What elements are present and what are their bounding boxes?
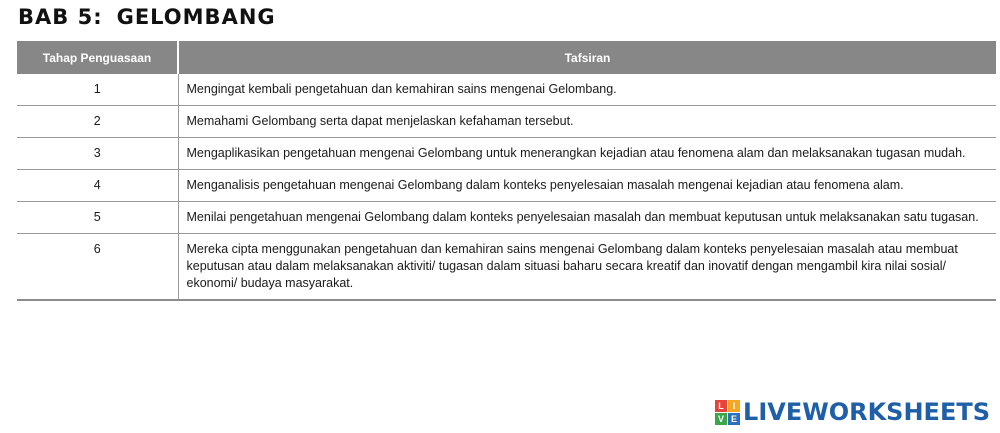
liveworksheets-text: LIVEWORKSHEETS bbox=[743, 398, 990, 426]
level-cell: 4 bbox=[17, 170, 178, 202]
column-header-level: Tahap Penguasaan bbox=[17, 41, 178, 74]
interpretation-cell: Mereka cipta menggunakan pengetahuan dan kemahiran sains mengenai Gelombang dalam konteks penyelesaian masalah atau membuat keputusan atau dalam melaksanakan aktiviti/ tugasan dalam situasi baharu secara kreatif dan inovatif dengan mengambil kira nilai sosial/ ekonomi/ budaya masyarakat. bbox=[178, 234, 996, 301]
level-cell: 1 bbox=[17, 74, 178, 106]
table-row bbox=[17, 74, 996, 106]
liveworksheets-watermark bbox=[715, 397, 990, 427]
interpretation-cell: Menganalisis pengetahuan mengenai Gelombang dalam konteks penyelesaian masalah mengenai kejadian atau fenomena alam. bbox=[178, 170, 996, 202]
interpretation-cell: Memahami Gelombang serta dapat menjelaskan kefahaman tersebut. bbox=[178, 106, 996, 138]
interpretation-cell: Mengaplikasikan pengetahuan mengenai Gelombang untuk menerangkan kejadian atau fenomena alam dan melaksanakan tugasan mudah. bbox=[178, 138, 996, 170]
column-header-interpretation: Tafsiran bbox=[178, 41, 996, 74]
level-cell: 6 bbox=[17, 234, 178, 301]
level-cell: 2 bbox=[17, 106, 178, 138]
table-row bbox=[17, 170, 996, 202]
table-row bbox=[17, 202, 996, 234]
table-row bbox=[17, 106, 996, 138]
level-cell: 3 bbox=[17, 138, 178, 170]
table-header-row bbox=[17, 41, 996, 74]
page-title bbox=[18, 5, 276, 29]
interpretation-cell: Menilai pengetahuan mengenai Gelombang dalam konteks penyelesaian masalah dan membuat keputusan untuk melaksanakan satu tugasan. bbox=[178, 202, 996, 234]
table-row bbox=[17, 234, 996, 301]
mastery-table bbox=[17, 41, 996, 301]
liveworksheets-logo-icon: L I V E bbox=[715, 400, 740, 425]
chapter-topic: GELOMBANG bbox=[116, 5, 276, 29]
chapter-label: BAB 5: bbox=[18, 5, 103, 29]
interpretation-cell: Mengingat kembali pengetahuan dan kemahiran sains mengenai Gelombang. bbox=[186, 82, 617, 96]
level-cell: 5 bbox=[17, 202, 178, 234]
table-row bbox=[17, 138, 996, 170]
